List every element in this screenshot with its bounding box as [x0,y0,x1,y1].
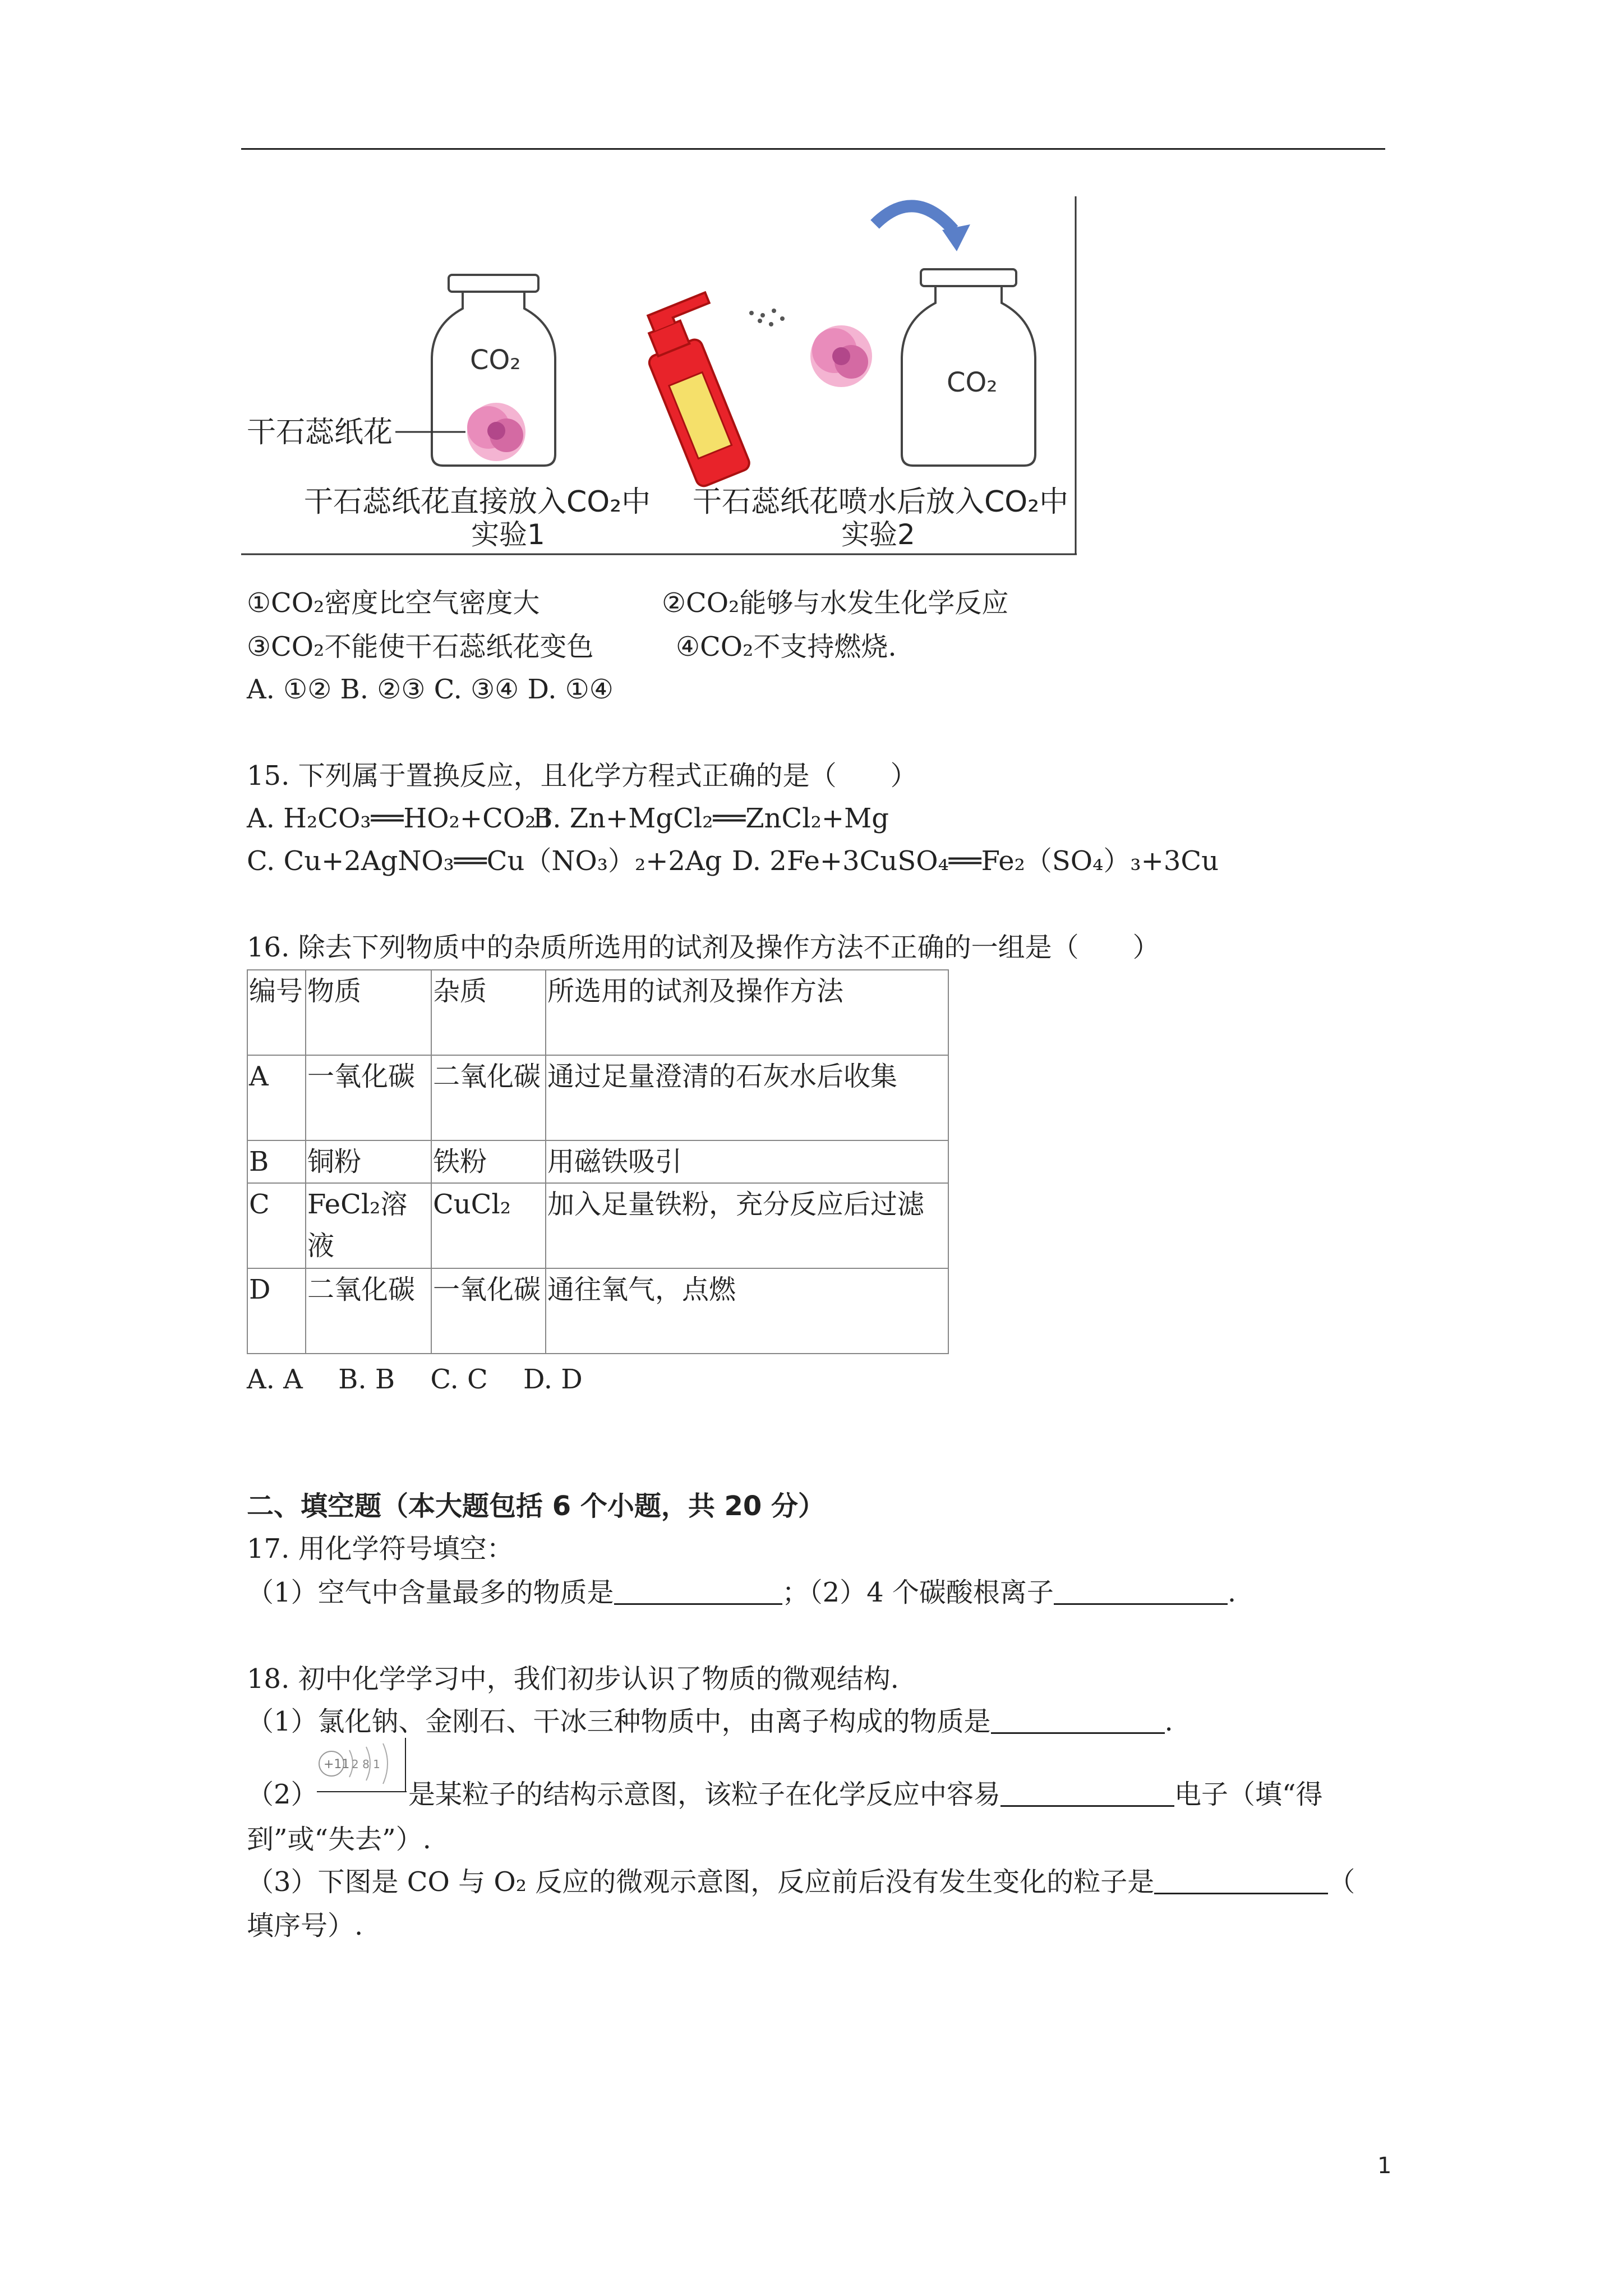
q18-p1-end: . [1164,1706,1173,1737]
table-cell: A [247,1055,306,1140]
experiment-illustration [241,191,1082,561]
answer-blank[interactable] [1054,1579,1228,1605]
spray-mist [749,309,785,326]
q18-p2-line2: 到”或“失去”）. [247,1824,431,1855]
q17-sep: ； [782,1577,809,1608]
q17-end: . [1227,1577,1237,1608]
table-cell: FeCl₂溶液 [306,1183,431,1268]
flower-label: 干石蕊纸花 [247,416,393,449]
header-rule [241,148,1385,150]
table-row [247,1140,948,1183]
flower-icon [467,403,525,461]
q18-p3-text: （3）下图是 CO 与 O₂ 反应的微观示意图，反应前后没有发生变化的粒子是 [247,1866,1155,1898]
table-cell: C [247,1183,306,1268]
table-cell: D [247,1268,306,1354]
header-cell: 编号 [247,970,306,1055]
q16-table [247,969,949,1354]
table-cell: 铜粉 [306,1140,431,1183]
q18-p2-post: 电子（填“得 [1174,1779,1323,1810]
curved-arrow-icon [875,206,953,230]
atom-structure-diagram [317,1738,407,1793]
q17-part2: （2）4 个碳酸根离子 [809,1577,1054,1608]
section-heading: 二、填空题（本大题包括 6 个小题，共 20 分） [247,1490,826,1522]
nucleus-label: +11 [324,1757,350,1772]
table-cell: 二氧化碳 [431,1055,546,1140]
table-row [247,1183,948,1268]
q18-p1 [247,1705,1173,1738]
table-cell: 通过足量澄清的石灰水后收集 [546,1055,948,1140]
q14-options: A. ①② B. ②③ C. ③④ D. ①④ [247,674,614,705]
table-row [247,1055,948,1140]
q15-option-b: B. Zn+MgCl₂══ZnCl₂+Mg [533,803,889,834]
caption-exp1: 干石蕊纸花直接放入CO₂中 [304,485,651,519]
spray-bottle-icon [632,292,772,488]
answer-blank[interactable] [614,1579,782,1605]
q15-option-d: D. 2Fe+3CuSO₄══Fe₂（SO₄）₃+3Cu [732,845,1219,877]
q18-p2-pre: （2） [247,1779,318,1810]
table-cell: B [247,1140,306,1183]
table-cell: 一氧化碳 [306,1055,431,1140]
table-cell: 一氧化碳 [431,1268,546,1354]
header-cell: 物质 [306,970,431,1055]
table-cell: 用磁铁吸引 [546,1140,948,1183]
caption-exp2: 干石蕊纸花喷水后放入CO₂中 [693,485,1069,519]
q14-statement-4: ④CO₂不支持燃烧. [676,631,897,662]
q15-option-c: C. Cu+2AgNO₃══Cu（NO₃）₂+2Ag [247,845,722,877]
table-row [247,1268,948,1354]
jar1-co2-label: CO₂ [470,344,521,376]
flower-icon-2 [810,325,872,387]
header-cell: 杂质 [431,970,546,1055]
q17-line [247,1576,1236,1609]
q14-statement-1: ①CO₂密度比空气密度大 [247,587,540,619]
header-cell: 所选用的试剂及操作方法 [546,970,948,1055]
answer-blank[interactable] [991,1708,1165,1734]
page-number: 1 [1377,2153,1392,2179]
table-cell: 通往氧气，点燃 [546,1268,948,1354]
q17-stem: 17. 用化学符号填空： [247,1533,514,1565]
q14-statement-3: ③CO₂不能使干石蕊纸花变色 [247,631,594,662]
table-cell: 加入足量铁粉，充分反应后过滤 [546,1183,948,1268]
table-cell: CuCl₂ [431,1183,546,1268]
table-cell: 二氧化碳 [306,1268,431,1354]
jar2-co2-label: CO₂ [947,367,998,398]
q18-p3 [247,1866,1355,1898]
q18-stem: 18. 初中化学学习中，我们初步认识了物质的微观结构. [247,1663,899,1695]
q18-p2-text: 是某粒子的结构示意图，该粒子在化学反应中容易 [408,1779,1001,1810]
table-header-row [247,970,948,1055]
answer-blank[interactable] [1000,1780,1174,1807]
answer-blank[interactable] [1154,1868,1328,1894]
table-cell: 铁粉 [431,1140,546,1183]
q15-stem: 15. 下列属于置换反应，且化学方程式正确的是（ ） [247,760,917,792]
q18-p3-line2: 填序号）. [247,1910,363,1941]
label-exp2: 实验2 [841,518,915,551]
q15-option-a: A. H₂CO₃══HO₂+CO₂↑ [247,803,559,834]
experiment-figure [241,191,1082,561]
q16-stem: 16. 除去下列物质中的杂质所选用的试剂及操作方法不正确的一组是（ ） [247,932,1160,963]
label-exp1: 实验1 [471,518,545,551]
q18-p1-text: （1）氯化钠、金刚石、干冰三种物质中，由离子构成的物质是 [247,1706,991,1737]
shell-electrons: 2 8 1 [352,1757,380,1771]
q18-p2 [408,1778,1323,1811]
q14-statement-2: ②CO₂能够与水发生化学反应 [662,587,1009,619]
q18-p3-end: （ [1328,1866,1355,1898]
q17-part1: （1）空气中含量最多的物质是 [247,1577,614,1608]
q16-options: A. A B. B C. C D. D [247,1364,583,1395]
